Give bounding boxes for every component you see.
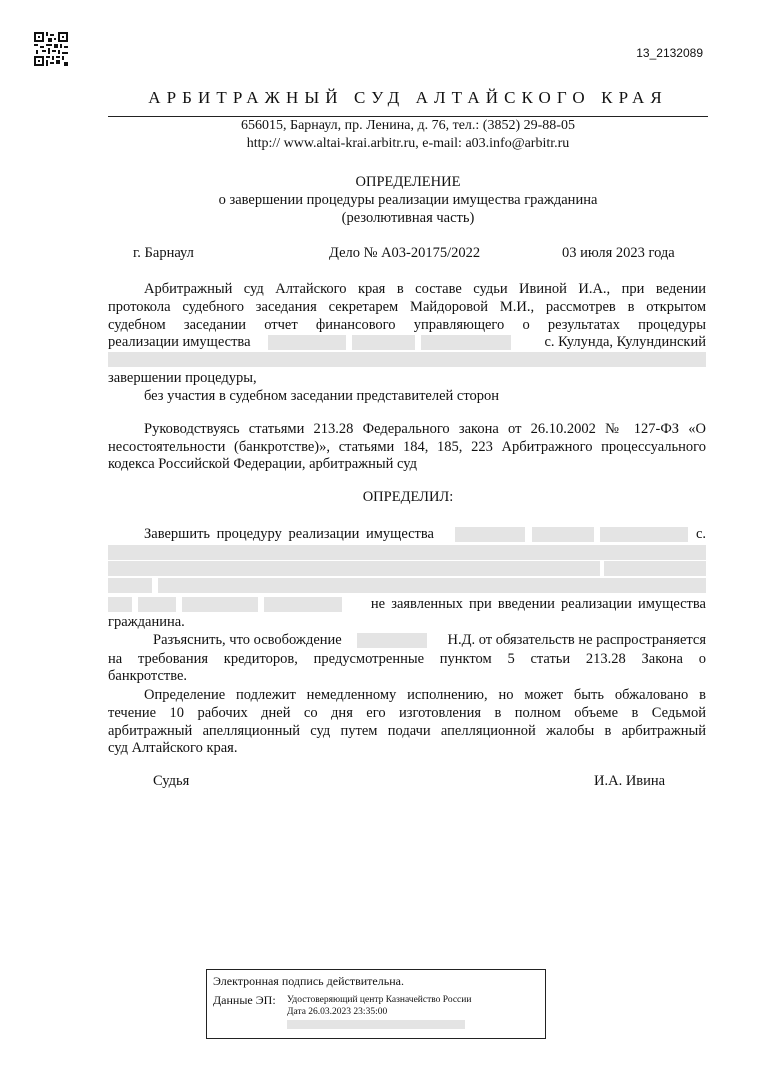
intro-line-2: протокола судебного заседания секретарем Майдоровой М.И., рассмотрев в открытом: [108, 299, 706, 315]
redaction: [600, 527, 688, 542]
redaction: [352, 335, 415, 350]
court-name: АРБИТРАЖНЫЙ СУД АЛТАЙСКОГО КРАЯ: [148, 88, 668, 107]
ruling-p2-line-3: банкротстве.: [108, 668, 188, 684]
intro-line-1: Арбитражный суд Алтайского края в составе судьи Ивиной И.А., при ведении: [144, 281, 706, 297]
ruling-line-5: гражданина.: [108, 614, 185, 630]
e-signature-date: Дата 26.03.2023 23:35:00: [287, 1007, 388, 1017]
ruling-p2-line-1b: Н.Д. от обязательств не распространяется: [447, 632, 706, 648]
document-subject: о завершении процедуры реализации имущества гражданина: [218, 192, 598, 208]
document-title: ОПРЕДЕЛЕНИЕ: [355, 174, 461, 190]
guided-line-3: кодекса Российской Федерации, арбитражный суд: [108, 456, 418, 472]
redaction: [158, 578, 706, 593]
ruling-p3-line-4: суд Алтайского края.: [108, 740, 238, 756]
decided-heading: ОПРЕДЕЛИЛ:: [362, 489, 454, 505]
ruling-p3-line-2: течение 10 рабочих дней со дня его изготовления в полном объеме в Седьмой: [108, 705, 706, 721]
court-web-email: http:// www.altai-krai.arbitr.ru, e-mail: a03.info@arbitr.ru: [246, 136, 570, 151]
intro-line-6: без участия в судебном заседании представителей сторон: [144, 388, 500, 404]
redaction: [108, 578, 152, 593]
redaction: [287, 1020, 465, 1029]
redaction: [421, 335, 511, 350]
ruling-line-1a: Завершить процедуру реализации имущества: [144, 526, 434, 542]
redaction: [264, 597, 342, 612]
judge-name: И.А. Ивина: [594, 773, 666, 789]
e-signature-issuer: Удостоверяющий центр Казначейство России: [287, 995, 472, 1005]
court-address: 656015, Барнаул, пр. Ленина, д. 76, тел.: (3852) 29-88-05: [241, 118, 575, 133]
redaction: [604, 561, 706, 576]
header-divider: [108, 116, 708, 117]
ruling-p3-line-1: Определение подлежит немедленному исполнению, но может быть обжаловано в: [144, 687, 706, 703]
redaction: [108, 561, 600, 576]
intro-line-4a: реализации имущества: [108, 334, 251, 350]
document-part: (резолютивная часть): [341, 210, 475, 226]
redaction: [357, 633, 427, 648]
qr-code: [34, 32, 68, 66]
redaction: [108, 597, 132, 612]
e-signature-data-label: Данные ЭП:: [213, 993, 276, 1007]
decision-date: 03 июля 2023 года: [562, 245, 675, 261]
city: г. Барнаул: [133, 245, 194, 261]
redaction: [455, 527, 525, 542]
ruling-line-4: не заявленных при введении реализации имущества: [370, 596, 706, 612]
case-number: Дело № А03-20175/2022: [329, 245, 481, 261]
guided-line-1: Руководствуясь статьями 213.28 Федерального закона от 26.10.2002 № 127-ФЗ «О: [144, 421, 706, 437]
redaction: [182, 597, 258, 612]
intro-line-4b: с. Кулунда, Кулундинский: [544, 334, 706, 350]
redaction: [138, 597, 176, 612]
redaction: [108, 352, 706, 367]
ruling-p3-line-3: арбитражный апелляционный суд путем подачи апелляционной жалобы в арбитражный: [108, 723, 706, 739]
e-signature-valid: Электронная подпись действительна.: [213, 974, 404, 988]
e-signature-box: [206, 969, 546, 1039]
guided-line-2: несостоятельности (банкротстве)», статьями 184, 185, 223 Арбитражного процессуального: [108, 439, 706, 455]
intro-line-5: завершении процедуры,: [108, 370, 257, 386]
intro-line-3: судебном заседании отчет финансового управляющего о результатах процедуры: [108, 317, 706, 333]
document-id: 13_2132089: [636, 46, 703, 60]
redaction: [108, 545, 706, 560]
ruling-p2-line-2: на требования кредиторов, предусмотренные пунктом 5 статьи 213.28 Закона о: [108, 651, 706, 667]
ruling-p2-line-1a: Разъяснить, что освобождение: [153, 632, 342, 648]
judge-role: Судья: [153, 773, 190, 789]
redaction: [532, 527, 594, 542]
ruling-line-1b: с.: [695, 526, 706, 542]
redaction: [268, 335, 346, 350]
